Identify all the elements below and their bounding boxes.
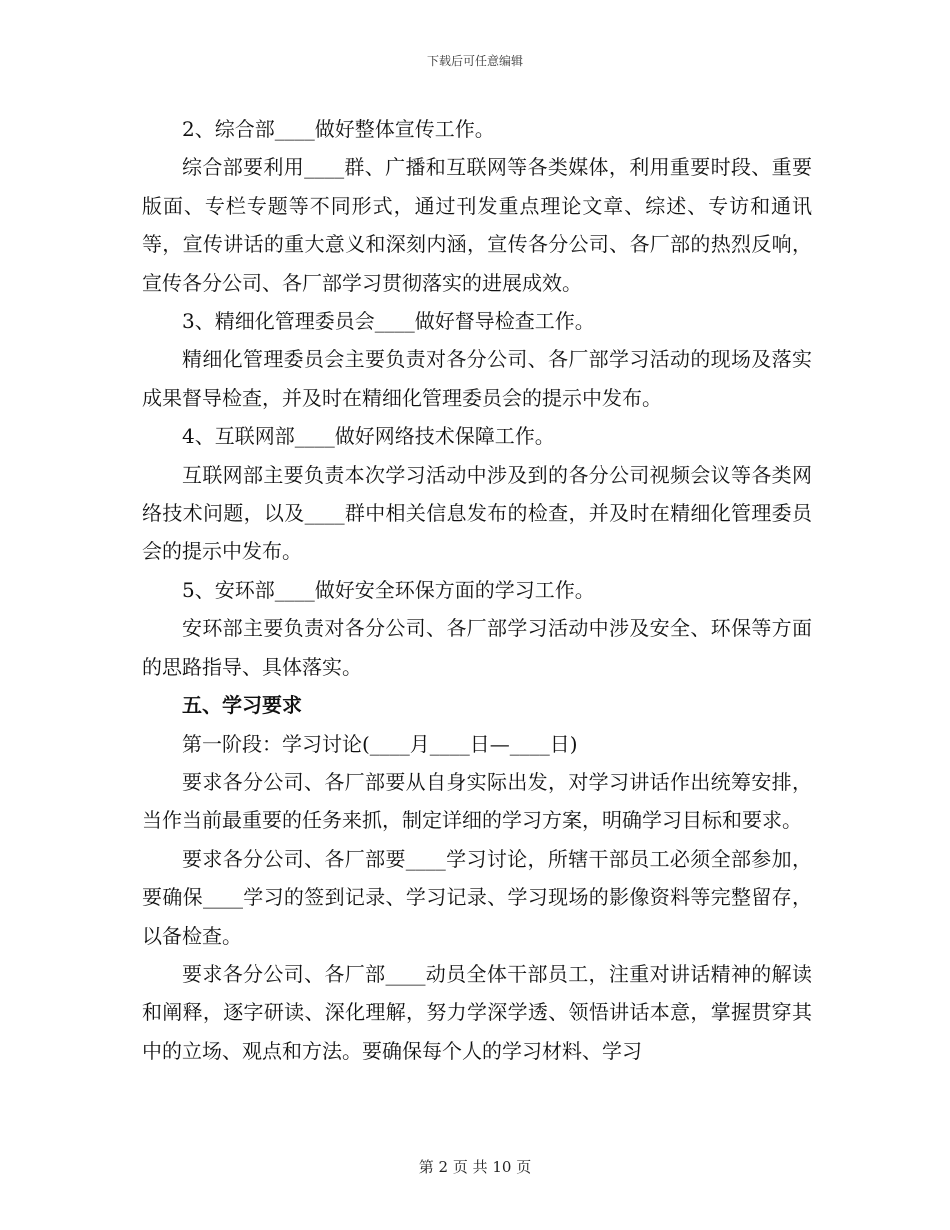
body-paragraph: 互联网部主要负责本次学习活动中涉及到的各分公司视频会议等各类网络技术问题，以及____群中相关信息发布的检查，并及时在精细化管理委员会的提示中发布。 xyxy=(142,462,812,564)
list-item-heading: 2、综合部____做好整体宣传工作。 xyxy=(182,117,495,141)
list-item-heading: 4、互联网部____做好网络技术保障工作。 xyxy=(182,424,555,449)
section-heading: 五、学习要求 xyxy=(182,693,302,718)
stage-line: 第一阶段：学习讨论(____月____日—____日) xyxy=(182,731,578,756)
body-paragraph: 精细化管理委员会主要负责对各分公司、各厂部学习活动的现场及落实成果督导检查，并及时在精细化管理委员会的提示中发布。 xyxy=(142,347,812,410)
body-paragraph: 要求各分公司、各厂部要从自身实际出发，对学习讲话作出统筹安排，当作当前最重要的任务来抓，制定详细的学习方案，明确学习目标和要求。 xyxy=(142,769,812,833)
body-paragraph: 综合部要利用____群、广播和互联网等各类媒体，利用重要时段、重要版面、专栏专题等不同形式，通过刊发重点理论文章、综述、专访和通讯等，宣传讲话的重大意义和深刻内涵，宣传各分公司、各厂部的热烈反响，宣传各分公司、各厂部学习贯彻落实的进展成效。 xyxy=(142,155,812,295)
body-paragraph: 要求各分公司、各厂部____动员全体干部员工，注重对讲话精神的解读和阐释，逐字研读、深化理解，努力学深学透、领悟讲话本意，掌握贯穿其中的立场、观点和方法。要确保每个人的学习材料、学习 xyxy=(142,961,812,1063)
document-body xyxy=(142,110,812,1070)
page-header: 下载后可任意编辑 xyxy=(426,54,523,68)
body-paragraph: 要求各分公司、各厂部要____学习讨论，所辖干部员工必须全部参加，要确保____学习的签到记录、学习记录、学习现场的影像资料等完整留存，以备检查。 xyxy=(142,846,812,948)
list-item-heading: 5、安环部____做好安全环保方面的学习工作。 xyxy=(182,577,595,602)
list-item-heading: 3、精细化管理委员会____做好督导检查工作。 xyxy=(182,309,595,334)
body-paragraph: 安环部主要负责对各分公司、各厂部学习活动中涉及安全、环保等方面的思路指导、具体落实。 xyxy=(142,616,812,679)
page-footer: 第 2 页 共 10 页 xyxy=(418,1158,532,1176)
